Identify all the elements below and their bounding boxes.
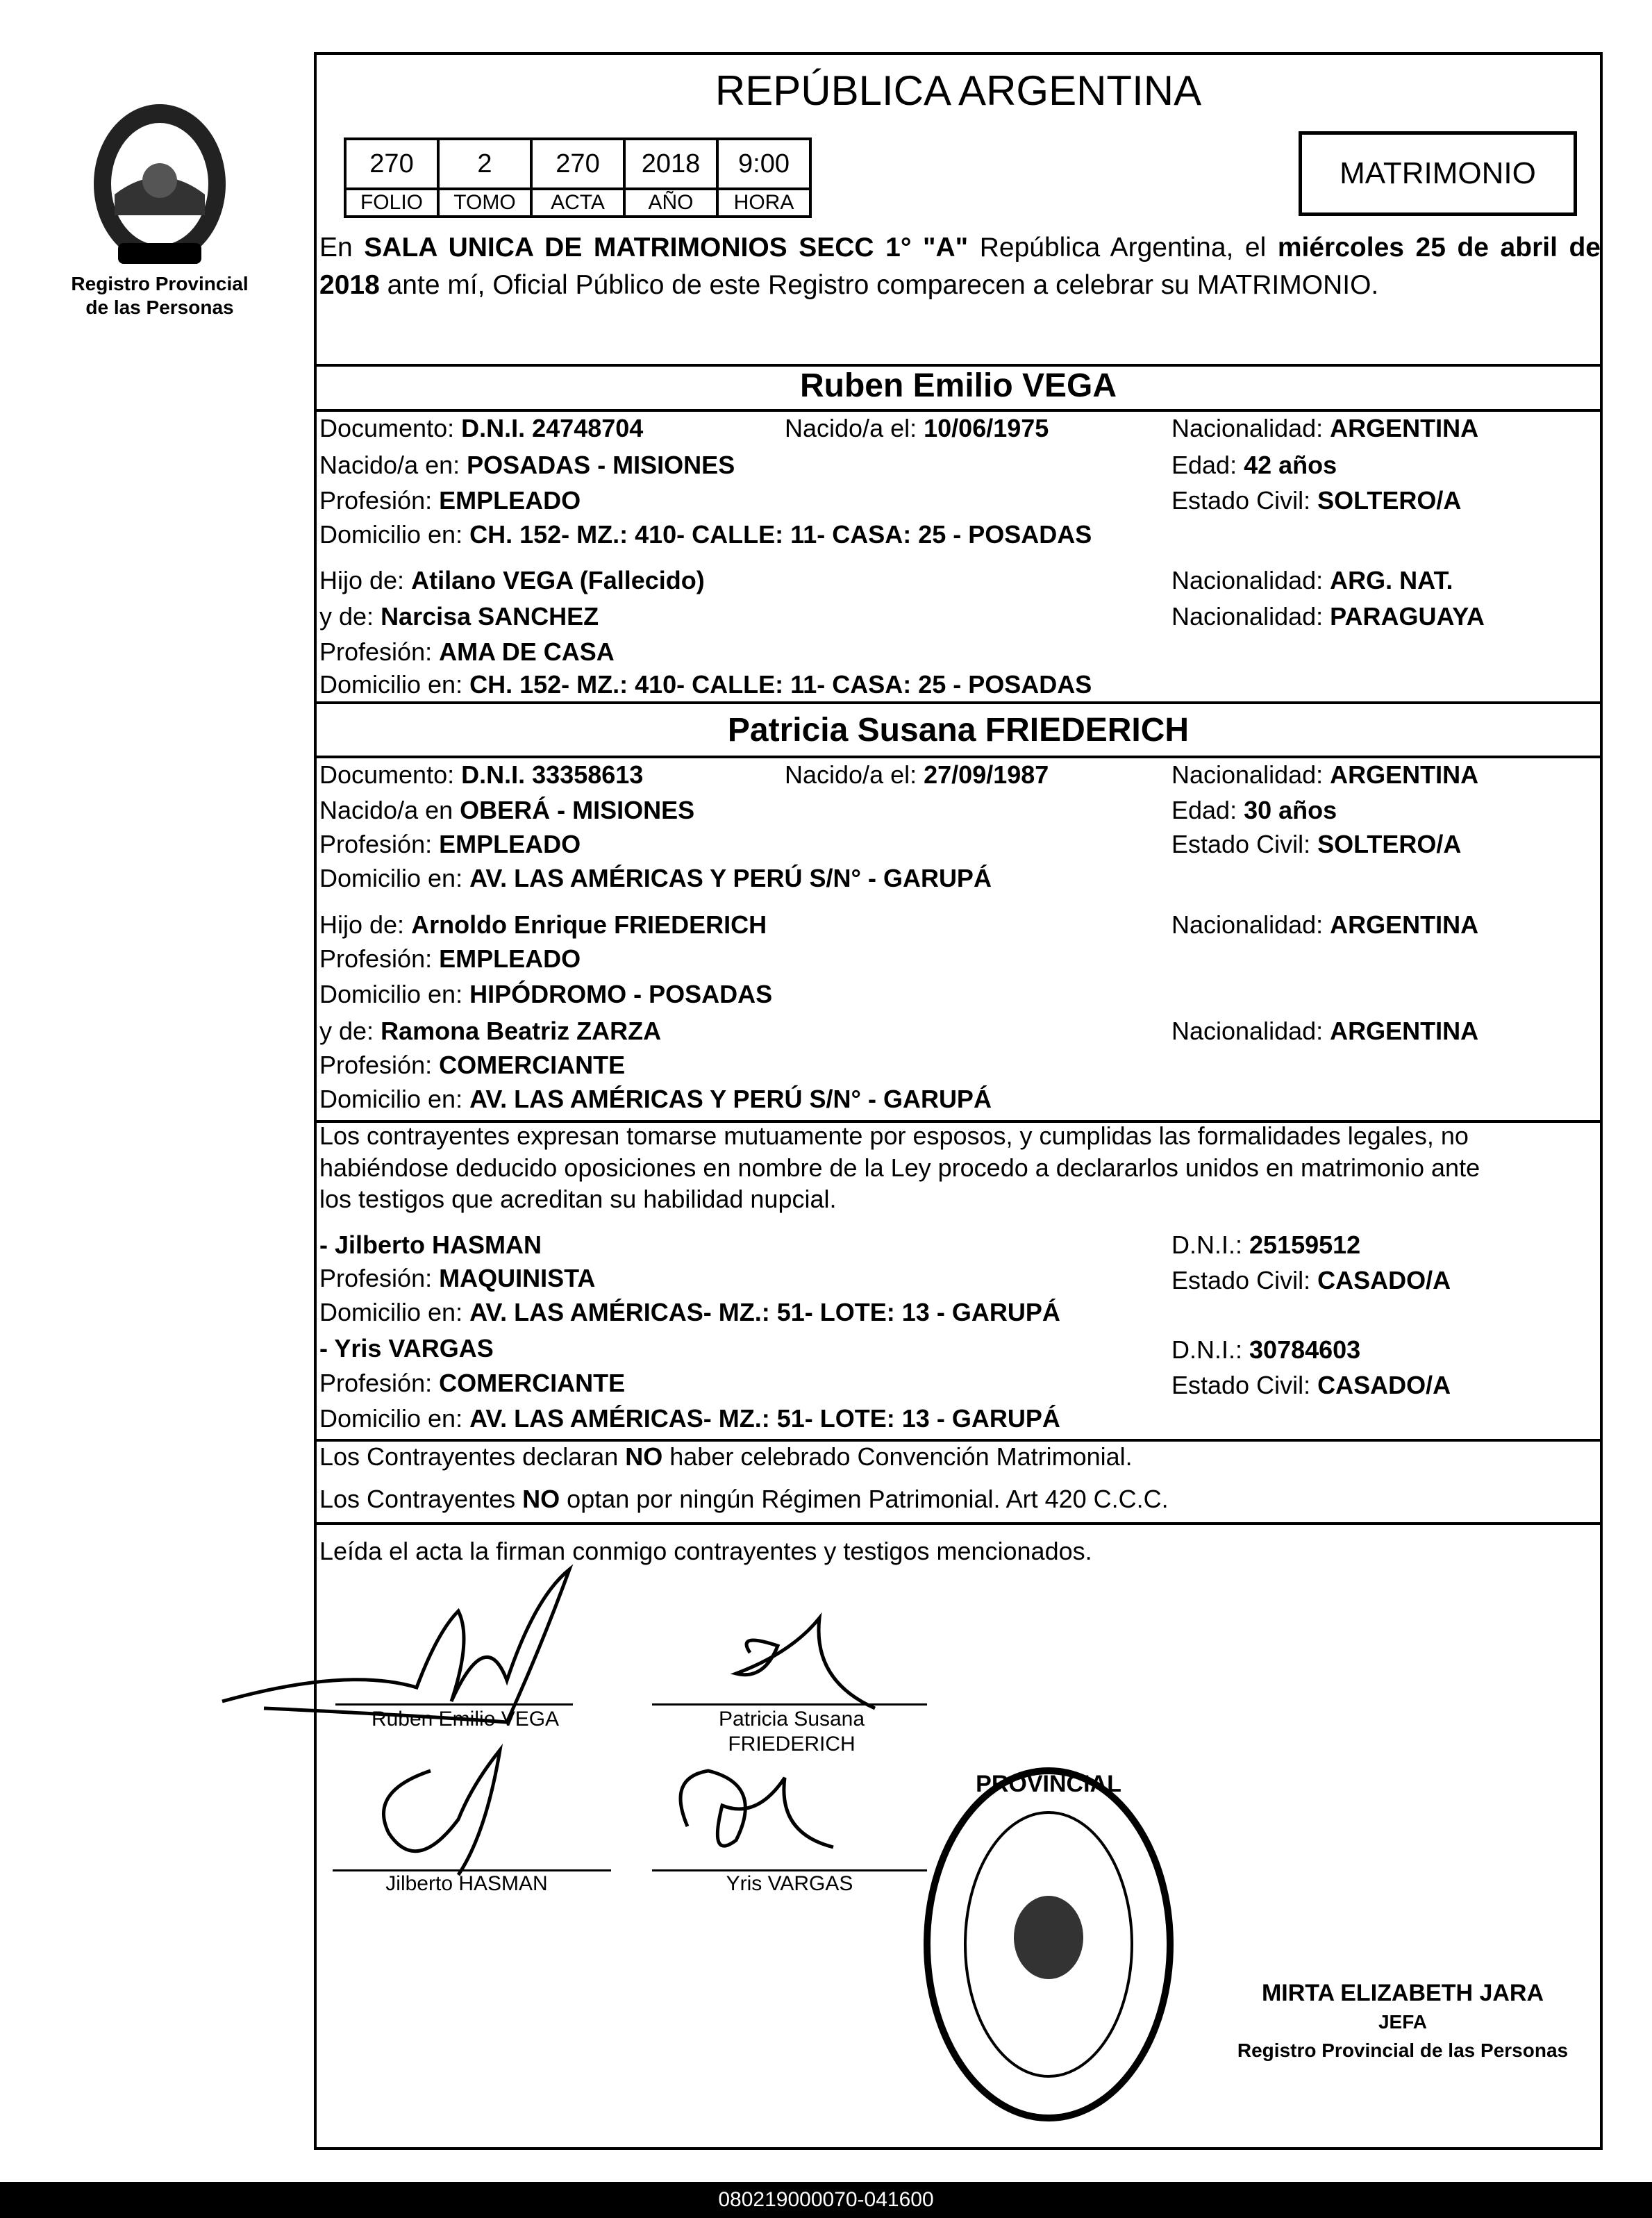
tomo-label: TOMO [438,189,531,217]
divider [314,756,1603,758]
spouse2-mother-profession [319,1050,625,1081]
value: CASADO/A [1317,1266,1451,1294]
value: AV. LAS AMÉRICAS- MZ.: 51- LOTE: 13 - GARUPÁ [469,1298,1060,1326]
label: y de: [319,602,374,631]
value: AV. LAS AMÉRICAS Y PERÚ S/N° - GARUPÁ [469,1085,992,1113]
label: Nacionalidad: [1171,414,1324,442]
logo-caption-line2: de las Personas [85,297,234,318]
witness2-dni [1171,1335,1360,1365]
ano-value: 2018 [624,139,717,189]
label: Documento: [319,414,455,442]
declaration-line2: habiéndose deducido oposiciones en nombre de la Ley procedo a declararlos unidos en matrimonio ante [319,1153,1480,1182]
label: Domicilio en: [319,980,463,1008]
spouse1-father [319,565,705,596]
spouse1-nationality [1171,413,1478,444]
svg-text:PROVINCIAL: PROVINCIAL [976,1771,1121,1797]
value: Narcisa SANCHEZ [381,602,599,631]
label: Edad: [1171,796,1237,824]
value: SOLTERO/A [1317,486,1462,515]
spouse1-mother-profession [319,637,615,667]
value: 30 años [1244,796,1337,824]
label: Profesión: [319,637,433,666]
spouse2-birthplace [319,795,694,826]
label: Domicilio en: [319,1404,463,1433]
spouse2-name: Patricia Susana FRIEDERICH [727,712,1190,749]
spouse2-father-profession [319,944,581,974]
value: PARAGUAYA [1330,602,1485,631]
intro-paragraph [319,229,1601,304]
spouse1-mother-nationality [1171,601,1485,632]
spouse2-civil-status [1171,829,1461,860]
record-reference-table [344,137,812,218]
spouse2-birthdate [785,760,1049,790]
value: HIPÓDROMO - POSADAS [469,980,773,1008]
witness2-civil-status [1171,1370,1451,1401]
value: ARGENTINA [1330,760,1479,789]
witness2-name [319,1333,494,1364]
value: Ramona Beatriz ZARZA [381,1017,662,1045]
value: - Yris VARGAS [319,1334,494,1362]
spouse1-birthdate [785,413,1049,444]
value: SOLTERO/A [1317,830,1462,858]
spouse2-father-address [319,979,772,1010]
label: Profesión: [319,830,433,858]
value: AV. LAS AMÉRICAS- MZ.: 51- LOTE: 13 - GARUPÁ [469,1404,1060,1433]
value: Arnoldo Enrique FRIEDERICH [411,910,767,939]
declaration-line1: Los contrayentes expresan tomarse mutuamente por esposos, y cumplidas las formalidades legales, no [319,1121,1469,1150]
label: Profesión: [319,1051,433,1079]
label: Nacionalidad: [1171,1017,1324,1045]
value: EMPLEADO [439,830,581,858]
value: CASADO/A [1317,1371,1451,1399]
convention-line2 [319,1484,1169,1515]
spouse2-nationality [1171,760,1478,790]
witness1-name [319,1230,542,1260]
value: 42 años [1244,451,1337,479]
official-name: MIRTA ELIZABETH JARA [1261,1980,1544,2006]
intro-text: En [319,233,365,262]
label: Nacionalidad: [1171,566,1324,594]
spouse1-parents-address [319,669,1092,700]
spouse2-mother-nationality [1171,1016,1478,1047]
spouse1-civil-status [1171,485,1461,516]
spouse1-mother [319,601,599,632]
label: Hijo de: [319,566,405,594]
official-stamp [917,1736,1194,2125]
label: y de: [319,1017,374,1045]
hora-label: HORA [717,189,810,217]
spouse1-birthplace [319,450,735,481]
label: Nacido/a en: [319,451,460,479]
spouse2-profession [319,829,581,860]
logo-caption-line1: Registro Provincial [71,273,249,294]
value: EMPLEADO [439,944,581,973]
text: Los Contrayentes declaran [319,1442,626,1471]
intro-date: miércoles 25 de abril de 2018 [319,233,1601,300]
signature-label-spouse1: Ruben Emilio VEGA [371,1708,560,1731]
value: POSADAS - MISIONES [467,451,735,479]
value: AV. LAS AMÉRICAS Y PERÚ S/N° - GARUPÁ [469,864,992,892]
value: EMPLEADO [439,486,581,515]
witness1-profession [319,1263,595,1294]
tomo-value: 2 [438,139,531,189]
label: Estado Civil: [1171,486,1311,515]
label: Edad: [1171,451,1237,479]
value: D.N.I. 33358613 [461,760,644,789]
value: COMERCIANTE [439,1051,626,1079]
label: Profesión: [319,944,433,973]
divider [314,1522,1603,1525]
value: COMERCIANTE [439,1369,626,1397]
text: NO [625,1442,663,1471]
value: 27/09/1987 [924,760,1049,789]
signature-label-witness1: Jilberto HASMAN [385,1872,548,1895]
text: Los Contrayentes [319,1485,523,1513]
spouse2-mother [319,1016,661,1047]
footer-code: 080219000070-041600 [0,2182,1652,2218]
acta-value: 270 [531,139,624,189]
value: 30784603 [1249,1335,1361,1364]
value: ARGENTINA [1330,1017,1479,1045]
spouse2-mother-address [319,1084,992,1115]
label: Nacido/a en [319,796,453,824]
value: ARGENTINA [1330,910,1479,939]
witness2-address [319,1403,1060,1434]
label: Nacionalidad: [1171,602,1324,631]
signature-label-witness2: Yris VARGAS [726,1872,853,1895]
label: Nacionalidad: [1171,910,1324,939]
label: Domicilio en: [319,864,463,892]
label: Nacido/a el: [785,414,917,442]
witness1-dni [1171,1230,1360,1260]
folio-label: FOLIO [345,189,438,217]
label: Nacionalidad: [1171,760,1324,789]
value: - Jilberto HASMAN [319,1231,542,1259]
text: optan por ningún Régimen Patrimonial. Art 420 C.C.C. [560,1485,1169,1513]
witness1-civil-status [1171,1265,1451,1296]
label: Domicilio en: [319,670,463,699]
registry-logo [76,97,243,271]
label: Profesión: [319,1369,433,1397]
spouse1-document [319,413,643,444]
folio-value: 270 [345,139,438,189]
text: FRIEDERICH [728,1733,856,1756]
value: 10/06/1975 [924,414,1049,442]
text: NO [522,1485,560,1513]
divider [314,701,1603,704]
text: haber celebrado Convención Matrimonial. [662,1442,1133,1471]
label: Documento: [319,760,455,789]
acta-label: ACTA [531,189,624,217]
act-type-box: MATRIMONIO [1299,131,1577,216]
label: Estado Civil: [1171,1371,1311,1399]
value: ARGENTINA [1330,414,1479,442]
convention-line1 [319,1442,1133,1472]
value: 25159512 [1249,1231,1361,1259]
witness1-address [319,1297,1060,1328]
spouse2-father [319,910,767,940]
label: Domicilio en: [319,1085,463,1113]
value: ARG. NAT. [1330,566,1453,594]
value: OBERÁ - MISIONES [460,796,695,824]
value: D.N.I. 24748704 [461,414,644,442]
label: Domicilio en: [319,1298,463,1326]
logo-caption [56,272,264,319]
handwritten-signatures [208,1542,972,1889]
document-title: REPÚBLICA ARGENTINA [715,67,1202,114]
label: Domicilio en: [319,520,463,549]
intro-text: República Argentina, el [968,233,1278,262]
ano-label: AÑO [624,189,717,217]
label: Profesión: [319,486,433,515]
declaration-line3: los testigos que acreditan su habilidad nupcial. [319,1185,837,1213]
text: Patricia Susana [718,1708,865,1731]
label: Nacido/a el: [785,760,917,789]
spouse2-address [319,863,992,894]
spouse1-address [319,519,1092,550]
spouse2-age [1171,795,1337,826]
hora-value: 9:00 [717,139,810,189]
spouse1-name: Ruben Emilio VEGA [799,367,1117,404]
label: D.N.I.: [1171,1231,1243,1259]
value: Atilano VEGA (Fallecido) [411,566,705,594]
label: Estado Civil: [1171,1266,1311,1294]
spouse2-document [319,760,643,790]
label: Profesión: [319,1264,433,1292]
spouse1-profession [319,485,581,516]
divider [314,409,1603,412]
label: D.N.I.: [1171,1335,1243,1364]
value: CH. 152- MZ.: 410- CALLE: 11- CASA: 25 - POSADAS [469,520,1092,549]
value: AMA DE CASA [439,637,615,666]
intro-place: SALA UNICA DE MATRIMONIOS SECC 1° "A" [364,233,969,262]
intro-text: ante mí, Oficial Público de este Registro comparecen a celebrar su MATRIMONIO. [379,270,1379,300]
value: CH. 152- MZ.: 410- CALLE: 11- CASA: 25 - POSADAS [469,670,1092,699]
official-office: Registro Provincial de las Personas [1237,2040,1569,2061]
value: MAQUINISTA [439,1264,596,1292]
label: Estado Civil: [1171,830,1311,858]
spouse1-father-nationality [1171,565,1453,596]
spouse2-father-nationality [1171,910,1478,940]
closing-statement: Leída el acta la firman conmigo contrayentes y testigos mencionados. [319,1537,1092,1565]
official-role: JEFA [1378,2011,1428,2033]
spouse1-age [1171,450,1337,481]
label: Hijo de: [319,910,405,939]
witness2-profession [319,1368,625,1399]
